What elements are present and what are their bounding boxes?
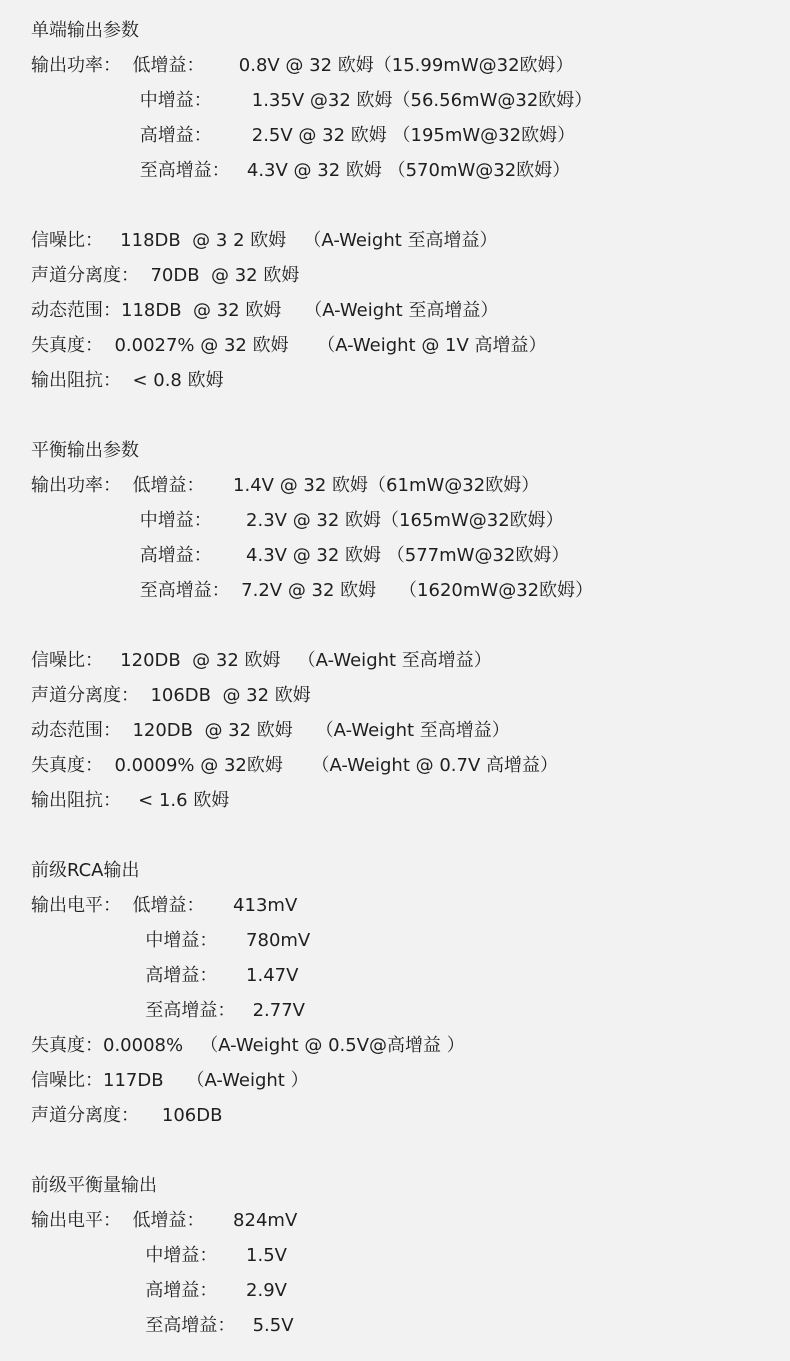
power-line: 输出功率： 低增益： 0.8V @ 32 欧姆（15.99mW@32欧姆） <box>31 55 574 76</box>
section-heading-preamp-rca: 前级RCA输出 <box>31 860 140 881</box>
level-line: 高增益： 1.47V <box>31 965 299 986</box>
spec-line-impedance: 输出阻抗： < 1.6 欧姆 <box>31 790 230 811</box>
spec-line-distortion: 失真度： 0.0009% @ 32欧姆 （A-Weight @ 0.7V 高增益） <box>31 755 558 776</box>
section-heading-balanced: 平衡输出参数 <box>31 440 139 461</box>
spec-line-separation: 声道分离度： 106DB @ 32 欧姆 <box>31 685 311 706</box>
level-line: 至高增益： 5.5V <box>31 1315 294 1336</box>
level-line: 输出电平： 低增益： 824mV <box>31 1210 298 1231</box>
spec-line-separation: 声道分离度： 106DB <box>31 1105 223 1126</box>
spec-line-dynamic-range: 动态范围：118DB @ 32 欧姆 （A-Weight 至高增益） <box>31 300 499 321</box>
section-heading-single-ended: 单端输出参数 <box>31 20 139 41</box>
spec-line-distortion: 失真度： 0.0027% @ 32 欧姆 （A-Weight @ 1V 高增益） <box>31 335 547 356</box>
spec-line-distortion: 失真度：0.0008% （A-Weight @ 0.5V@高增益 ） <box>31 1035 465 1056</box>
power-line: 至高增益： 4.3V @ 32 欧姆 （570mW@32欧姆） <box>31 160 571 181</box>
spec-line-snr: 信噪比： 118DB @ 3 2 欧姆 （A-Weight 至高增益） <box>31 230 498 251</box>
power-line: 高增益： 2.5V @ 32 欧姆 （195mW@32欧姆） <box>31 125 576 146</box>
spec-line-snr: 信噪比： 120DB @ 32 欧姆 （A-Weight 至高增益） <box>31 650 492 671</box>
level-line: 至高增益： 2.77V <box>31 1000 305 1021</box>
level-line: 中增益： 1.5V <box>31 1245 287 1266</box>
spec-line-dynamic-range: 动态范围： 120DB @ 32 欧姆 （A-Weight 至高增益） <box>31 720 510 741</box>
power-line: 高增益： 4.3V @ 32 欧姆 （577mW@32欧姆） <box>31 545 570 566</box>
power-line: 输出功率： 低增益： 1.4V @ 32 欧姆（61mW@32欧姆） <box>31 475 540 496</box>
spec-line-snr: 信噪比：117DB （A-Weight ） <box>31 1070 309 1091</box>
power-line: 至高增益： 7.2V @ 32 欧姆 （1620mW@32欧姆） <box>31 580 594 601</box>
level-line: 中增益： 780mV <box>31 930 311 951</box>
spec-line-impedance: 输出阻抗： < 0.8 欧姆 <box>31 370 224 391</box>
spec-line-separation: 声道分离度： 70DB @ 32 欧姆 <box>31 265 300 286</box>
section-heading-preamp-balanced: 前级平衡量输出 <box>31 1175 157 1196</box>
power-line: 中增益： 1.35V @32 欧姆（56.56mW@32欧姆） <box>31 90 593 111</box>
level-line: 高增益： 2.9V <box>31 1280 287 1301</box>
level-line: 输出电平： 低增益： 413mV <box>31 895 298 916</box>
power-line: 中增益： 2.3V @ 32 欧姆（165mW@32欧姆） <box>31 510 564 531</box>
